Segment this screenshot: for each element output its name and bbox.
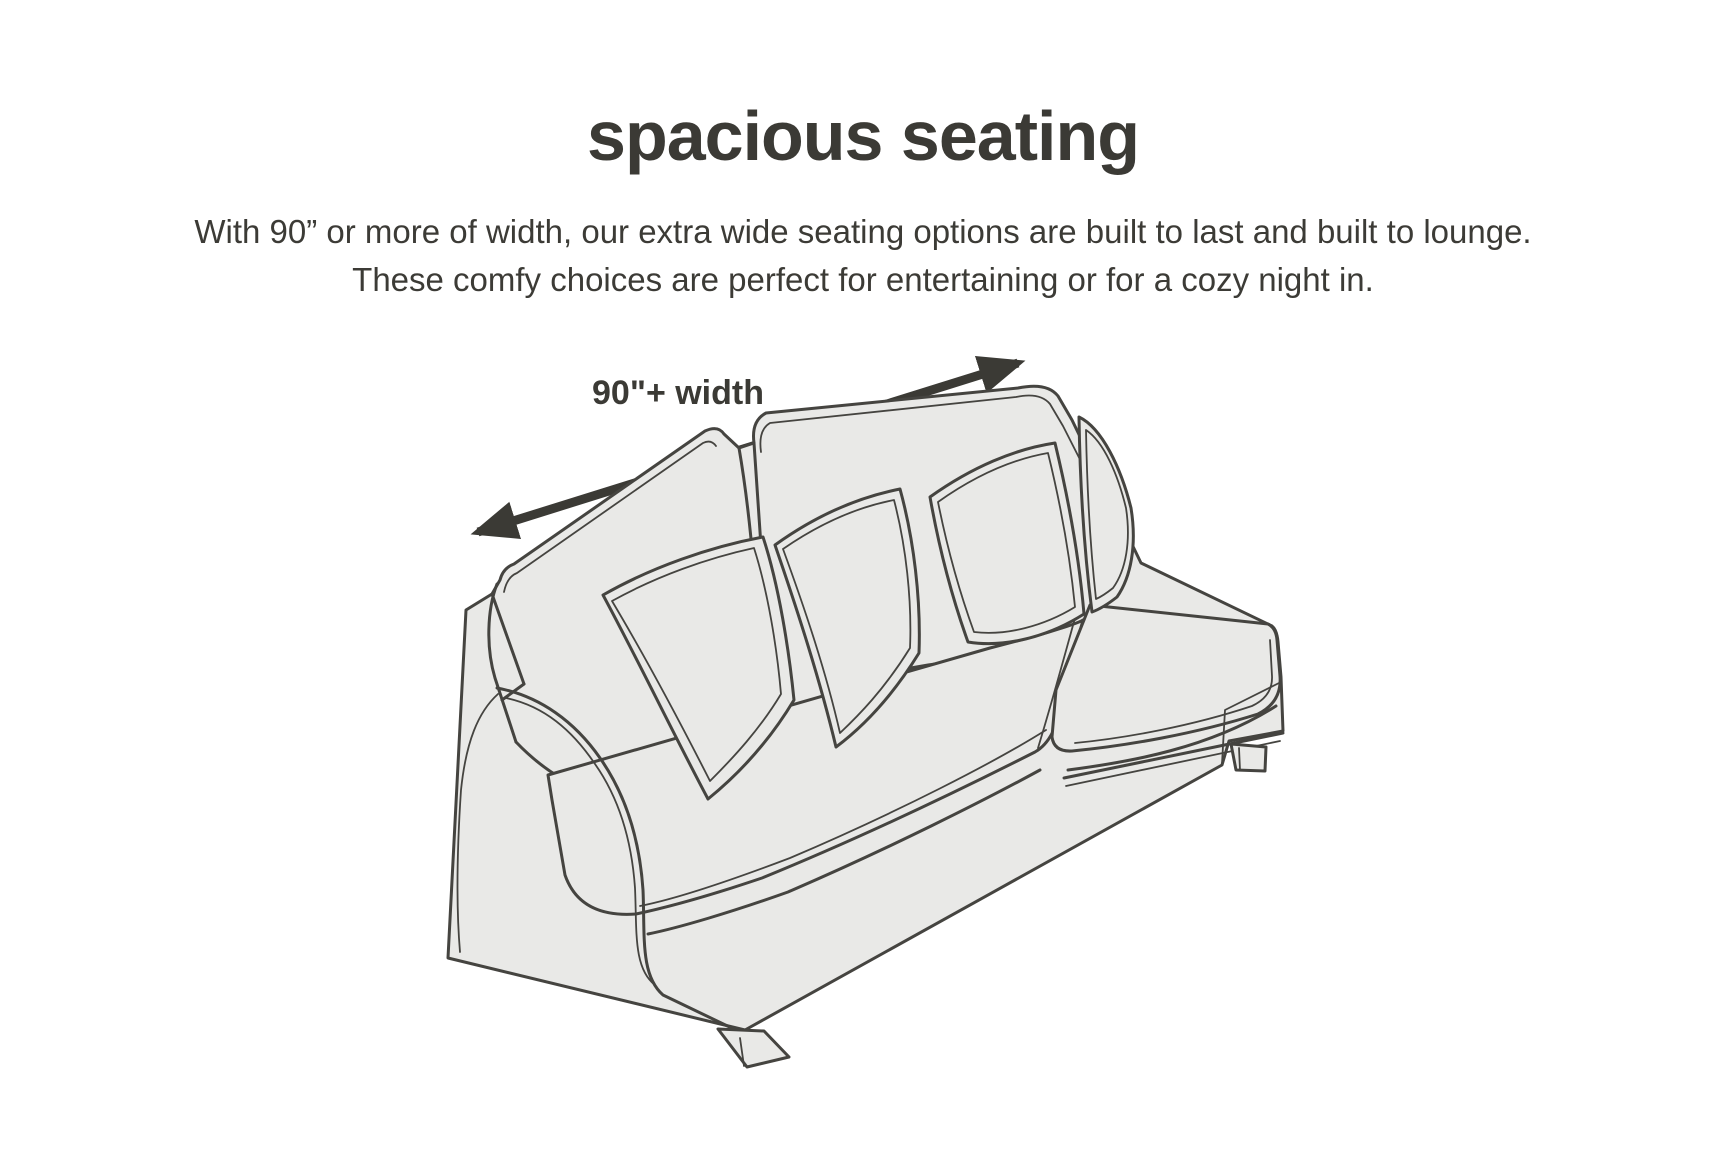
dimension-label: 90"+ width [592,374,764,412]
subtitle-line-2: These comfy choices are perfect for entertaining or for a cozy night in. [352,261,1374,298]
sofa-illustration [448,386,1283,1067]
subtitle-line-1: With 90” or more of width, our extra wide seating options are built to last and built to lounge. [194,213,1532,250]
throw-pillow-4 [1079,417,1133,612]
right-foot [1231,744,1266,771]
front-foot [718,1029,789,1067]
page-title: spacious seating [587,97,1139,175]
